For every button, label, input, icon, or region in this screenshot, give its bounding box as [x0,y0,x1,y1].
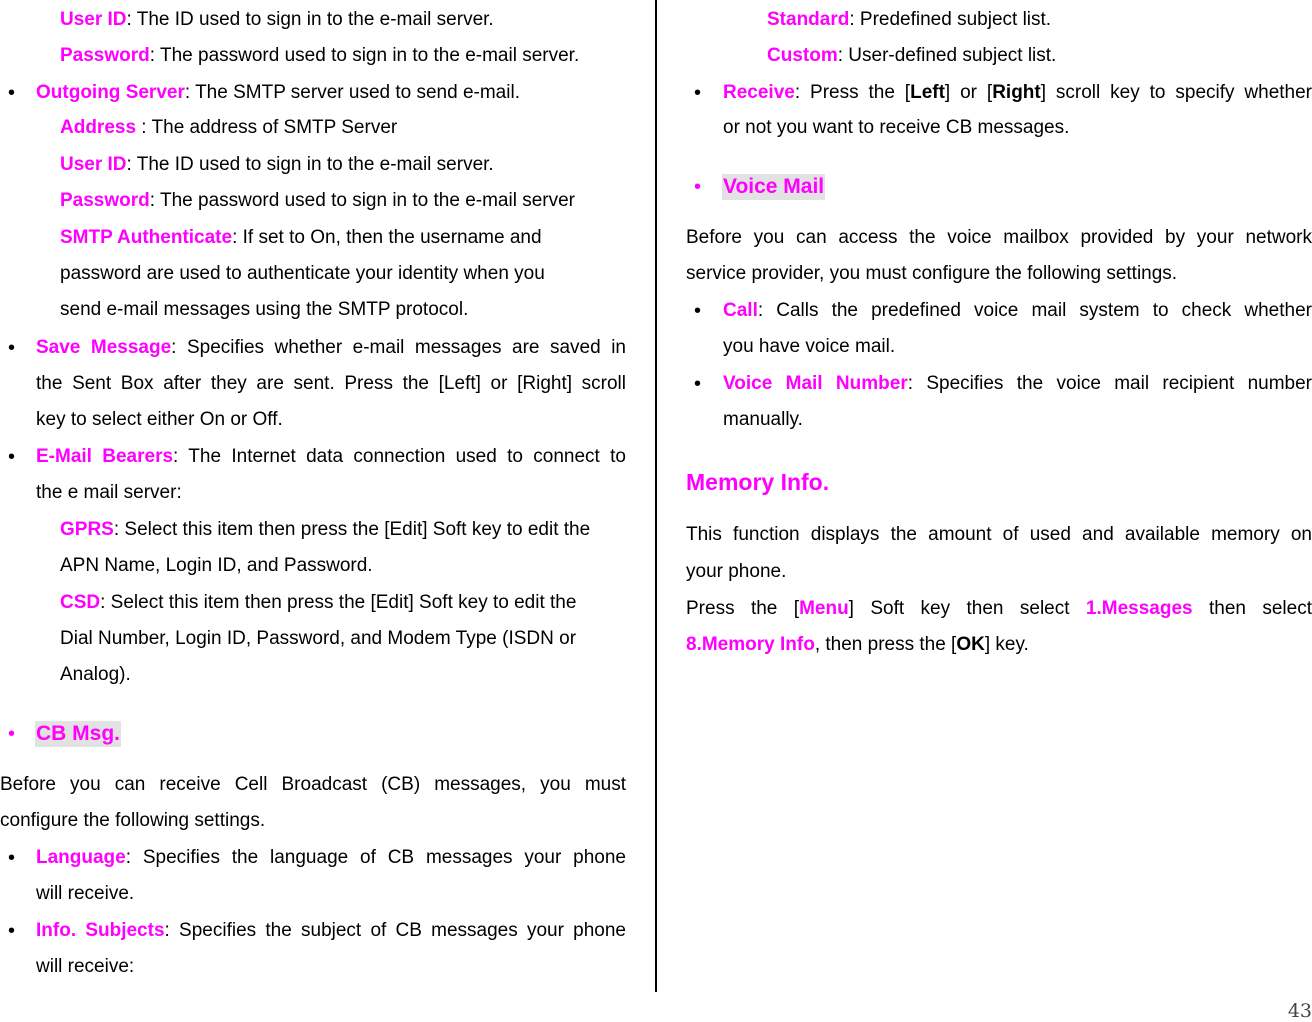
voice-mail-number-line: Voice Mail Number: Specifies the voice mail recipient number [723,373,1312,394]
memory-info-press-cont: 8.Memory Info, then press the [OK] key. [686,634,1029,655]
gprs-cont: APN Name, Login ID, and Password. [60,555,373,576]
gprs-line: GPRS: Select this item then press the [Edit] Soft key to edit the [60,519,591,540]
bullet-icon: • [8,82,16,104]
bullet-icon: • [694,300,702,322]
smtp-authenticate-line: SMTP Authenticate: If set to On, then the username and [60,227,542,248]
csd-cont2: Analog). [60,664,131,685]
standard-line: Standard: Predefined subject list. [767,9,1052,30]
info-subjects-line: Info. Subjects: Specifies the subject of CB messages your phone [36,920,626,941]
email-bearers-line: E-Mail Bearers: The Internet data connection used to connect to [36,446,626,467]
call-cont: you have voice mail. [723,336,896,357]
language-line: Language: Specifies the language of CB messages your phone [36,847,626,868]
smtp-user-id-line: User ID: The ID used to sign in to the e-mail server. [60,154,494,175]
section-heading-voice-mail: Voice Mail [723,175,825,198]
smtp-authenticate-cont: password are used to authenticate your identity when you [60,263,545,284]
page-number: 43 [1287,1000,1312,1022]
bullet-icon: • [8,337,16,359]
smtp-authenticate-cont2: send e-mail messages using the SMTP protocol. [60,299,469,320]
password-line: Password: The password used to sign in to the e-mail server. [60,45,580,66]
memory-info-press-line: Press the [Menu] Soft key then select 1.Messages then select [686,598,1312,619]
voice-mail-intro: Before you can access the voice mailbox provided by your network [686,227,1312,248]
csd-cont: Dial Number, Login ID, Password, and Modem Type (ISDN or [60,628,577,649]
call-line: Call: Calls the predefined voice mail system to check whether [723,300,1312,321]
memory-info-intro: This function displays the amount of used and available memory on [686,524,1312,545]
bullet-icon: • [694,176,702,198]
bullet-icon: • [8,847,16,869]
bullet-icon: • [694,373,702,395]
smtp-password-line: Password: The password used to sign in to the e-mail server [60,190,576,211]
column-divider [655,0,657,992]
memory-info-intro-cont: your phone. [686,561,787,582]
language-cont: will receive. [36,883,135,904]
receive-line: Receive: Press the [Left] or [Right] scroll key to specify whether [723,82,1312,103]
user-id-line: User ID: The ID used to sign in to the e-mail server. [60,9,494,30]
bullet-icon: • [8,723,16,745]
save-message-cont2: key to select either On or Off. [36,409,283,430]
save-message-line: Save Message: Specifies whether e-mail messages are saved in [36,337,626,358]
email-bearers-cont: the e mail server: [36,482,182,503]
memory-info-heading: Memory Info. [686,469,830,495]
section-heading-cb-msg: CB Msg. [36,722,120,745]
voice-mail-intro-cont: service provider, you must configure the following settings. [686,263,1178,284]
receive-cont: or not you want to receive CB messages. [723,117,1070,138]
info-subjects-cont: will receive: [36,956,135,977]
address-line: Address : The address of SMTP Server [60,117,398,138]
bullet-icon: • [694,82,702,104]
bullet-icon: • [8,446,16,468]
voice-mail-number-cont: manually. [723,409,803,430]
save-message-cont: the Sent Box after they are sent. Press the [Left] or [Right] scroll [36,373,626,394]
cb-intro-cont: configure the following settings. [0,810,266,831]
csd-line: CSD: Select this item then press the [Edit] Soft key to edit the [60,592,577,613]
outgoing-server-line: Outgoing Server: The SMTP server used to send e-mail. [36,82,520,103]
bullet-icon: • [8,920,16,942]
custom-line: Custom: User-defined subject list. [767,45,1057,66]
cb-intro-line: Before you can receive Cell Broadcast (CB) messages, you must [0,774,626,795]
